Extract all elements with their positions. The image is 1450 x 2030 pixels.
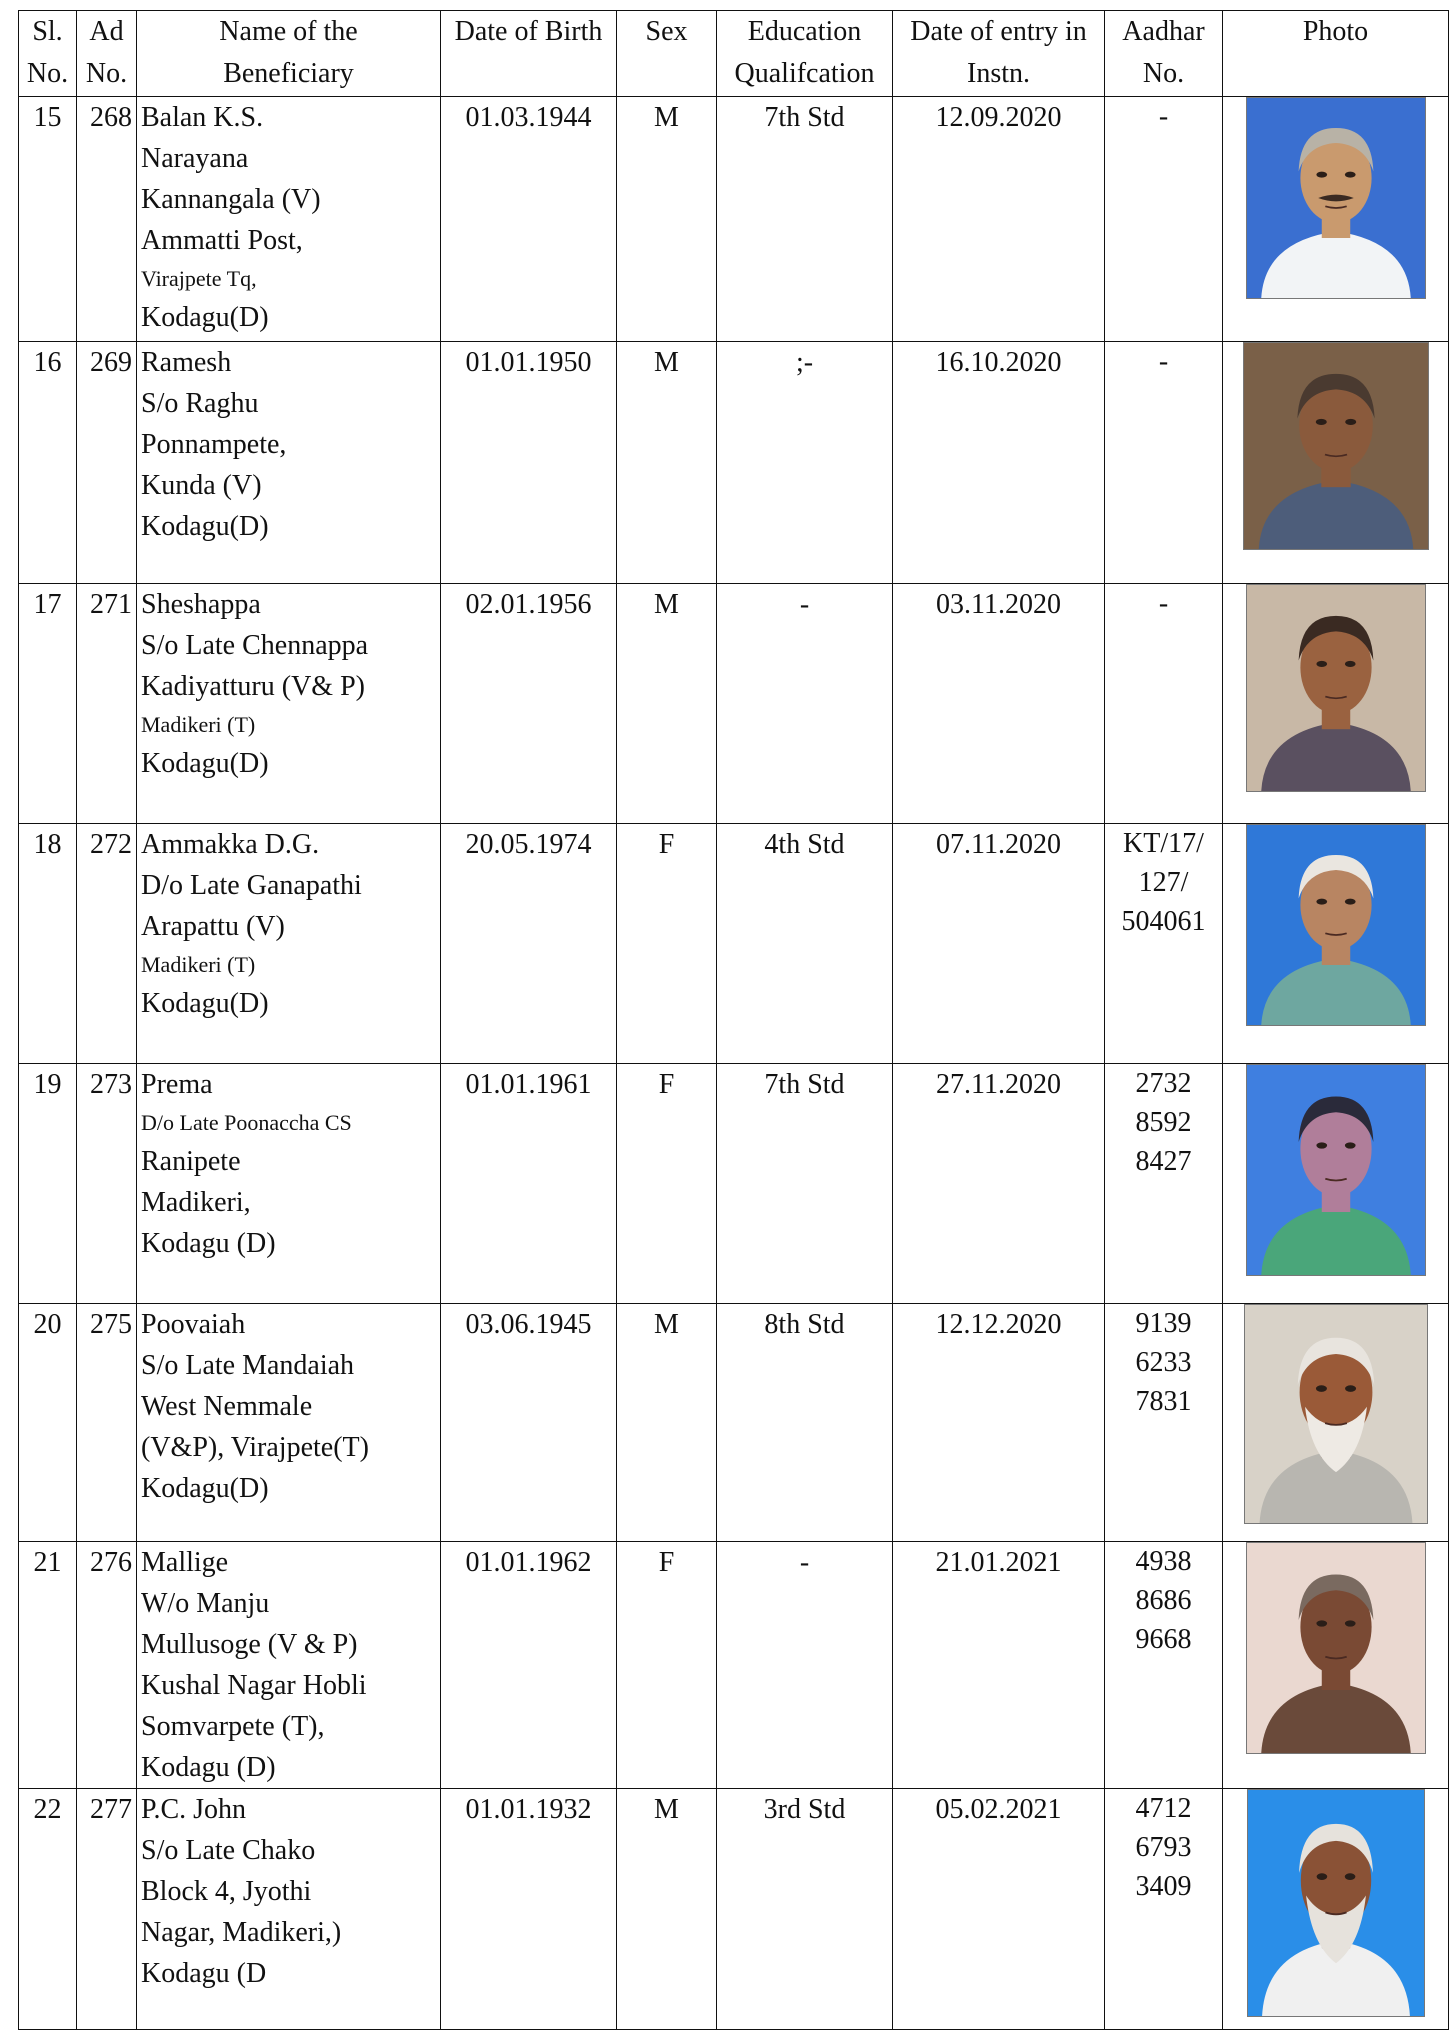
beneficiary-address-line: Kodagu(D) [141,748,269,779]
beneficiary-address-line: Kodagu(D) [141,302,269,333]
beneficiary-address-line: (V&P), Virajpete(T) [141,1432,369,1463]
beneficiary-name-cell [137,1542,441,1789]
date-of-birth-cell: 01.03.1944 [441,97,617,342]
beneficiary-address-line: S/o Raghu [141,388,259,419]
aadhar-number-part: 4712 [1135,1793,1192,1824]
beneficiary-address-line: Kodagu(D) [141,988,269,1019]
sex-cell: M [617,342,717,584]
beneficiary-address-line: Narayana [141,143,249,174]
beneficiary-name: Mallige [141,1547,229,1578]
beneficiary-name: Prema [141,1069,213,1100]
date-of-birth-cell: 01.01.1932 [441,1789,617,2030]
education-cell: 4th Std [717,824,893,1064]
beneficiary-address-line: Ranipete [141,1146,241,1177]
sex-cell: M [617,97,717,342]
aadhar-number-cell [1105,584,1223,824]
beneficiary-name-cell [137,584,441,824]
photo-cell [1223,824,1449,1064]
aadhar-number-part: 8592 [1135,1107,1192,1138]
sex-cell: F [617,1542,717,1789]
beneficiary-address-line: Kodagu(D) [141,511,269,542]
header-sl-no: Sl. No. [19,11,77,97]
beneficiary-name-cell [137,1789,441,2030]
header-row [19,11,1449,97]
beneficiary-address-line: S/o Late Chennappa [141,630,369,661]
photo-cell [1223,1789,1449,2030]
date-of-birth-cell: 01.01.1961 [441,1064,617,1304]
beneficiary-name-cell [137,1304,441,1542]
beneficiary-photo [1243,342,1429,550]
beneficiary-address-line: Somvarpete (T), [141,1711,325,1742]
table-row [19,342,1449,584]
beneficiary-address-line: Ponnampete, [141,429,287,460]
beneficiary-address-line: Kushal Nagar Hobli [141,1670,367,1701]
admission-number-cell: 276 [77,1542,137,1789]
beneficiary-address-line: West Nemmale [141,1391,313,1422]
beneficiary-address-line: Ammatti Post, [141,225,303,256]
education-cell: - [717,584,893,824]
admission-number-cell: 269 [77,342,137,584]
serial-number-cell: 16 [19,342,77,584]
serial-number-cell: 19 [19,1064,77,1304]
education-cell: - [717,1542,893,1789]
aadhar-number-cell [1105,1542,1223,1789]
beneficiary-name: Sheshappa [141,589,261,620]
beneficiary-name: P.C. John [141,1794,247,1825]
beneficiary-photo [1246,1542,1426,1754]
education-cell: 3rd Std [717,1789,893,2030]
photo-cell [1223,584,1449,824]
entry-date-cell: 03.11.2020 [893,584,1105,824]
table-row [19,584,1449,824]
beneficiary-name: Poovaiah [141,1309,246,1340]
serial-number-cell: 17 [19,584,77,824]
beneficiary-address-line: Kodagu (D [141,1958,267,1989]
education-cell: ;- [717,342,893,584]
aadhar-number-cell [1105,342,1223,584]
aadhar-number-part: 6233 [1135,1347,1192,1378]
aadhar-number-cell [1105,1789,1223,2030]
admission-number-cell: 268 [77,97,137,342]
beneficiary-photo [1247,1789,1425,2017]
admission-number-cell: 273 [77,1064,137,1304]
photo-cell [1223,1064,1449,1304]
beneficiary-photo [1244,1304,1428,1524]
beneficiary-address-line: S/o Late Chako [141,1835,316,1866]
aadhar-number-cell [1105,1304,1223,1542]
aadhar-number-part: KT/17/ [1123,828,1204,859]
table-row [19,1542,1449,1789]
entry-date-cell: 07.11.2020 [893,824,1105,1064]
date-of-birth-cell: 02.01.1956 [441,584,617,824]
aadhar-number-part: 4938 [1135,1546,1192,1577]
entry-date-cell: 21.01.2021 [893,1542,1105,1789]
beneficiary-address-line: Kadiyatturu (V& P) [141,671,365,702]
admission-number-cell: 271 [77,584,137,824]
aadhar-number-cell [1105,97,1223,342]
beneficiary-address-line: Arapattu (V) [141,911,285,942]
beneficiary-address-line: Kannangala (V) [141,184,321,215]
aadhar-number-part: 9668 [1135,1624,1192,1655]
beneficiary-address-line: Nagar, Madikeri,) [141,1917,342,1948]
table-row [19,1789,1449,2030]
beneficiary-address-line: Kodagu (D) [141,1228,276,1259]
beneficiary-name: Balan K.S. [141,102,264,133]
photo-cell [1223,1542,1449,1789]
aadhar-number-part: 504061 [1121,906,1206,937]
beneficiary-address-line: D/o Late Poonaccha CS [141,1110,352,1135]
beneficiary-address-line: Madikeri (T) [141,952,256,977]
entry-date-cell: 27.11.2020 [893,1064,1105,1304]
beneficiary-address-line: Kodagu(D) [141,1473,269,1504]
beneficiary-address-line: Mullusoge (V & P) [141,1629,358,1660]
aadhar-number-part: 6793 [1135,1832,1192,1863]
aadhar-number-part: - [1158,346,1169,377]
serial-number-cell: 22 [19,1789,77,2030]
header-aadhar: Aadhar No. [1105,11,1223,97]
aadhar-number-part: 3409 [1135,1871,1192,1902]
aadhar-number-part: - [1158,588,1169,619]
admission-number-cell: 277 [77,1789,137,2030]
header-entry-date: Date of entry in Instn. [893,11,1105,97]
serial-number-cell: 18 [19,824,77,1064]
beneficiary-address-line: Kunda (V) [141,470,262,501]
entry-date-cell: 05.02.2021 [893,1789,1105,2030]
beneficiary-address-line: Virajpete Tq, [141,266,257,291]
header-name: Name of the Beneficiary [137,11,441,97]
aadhar-number-cell [1105,1064,1223,1304]
header-photo: Photo [1223,11,1449,97]
beneficiary-name-cell [137,97,441,342]
sex-cell: F [617,1064,717,1304]
beneficiary-name-cell [137,824,441,1064]
table-row [19,824,1449,1064]
photo-cell [1223,1304,1449,1542]
date-of-birth-cell: 01.01.1962 [441,1542,617,1789]
aadhar-number-part: 8686 [1135,1585,1192,1616]
photo-cell [1223,342,1449,584]
date-of-birth-cell: 01.01.1950 [441,342,617,584]
aadhar-number-part: 9139 [1135,1308,1192,1339]
beneficiary-address-line: Block 4, Jyothi [141,1876,312,1907]
beneficiary-photo [1246,97,1426,299]
table-row [19,97,1449,342]
entry-date-cell: 12.12.2020 [893,1304,1105,1542]
header-education: Education Qualifcation [717,11,893,97]
aadhar-number-part: - [1158,101,1169,132]
date-of-birth-cell: 20.05.1974 [441,824,617,1064]
aadhar-number-part: 2732 [1135,1068,1192,1099]
aadhar-number-part: 127/ [1138,867,1189,898]
beneficiary-address-line: Madikeri (T) [141,712,256,737]
beneficiary-name-cell [137,1064,441,1304]
beneficiary-address-line: Kodagu (D) [141,1752,276,1783]
entry-date-cell: 16.10.2020 [893,342,1105,584]
sex-cell: M [617,1304,717,1542]
beneficiary-table [18,10,1449,2030]
serial-number-cell: 20 [19,1304,77,1542]
serial-number-cell: 15 [19,97,77,342]
photo-cell [1223,97,1449,342]
beneficiary-name: Ramesh [141,347,232,378]
sex-cell: F [617,824,717,1064]
education-cell: 7th Std [717,97,893,342]
aadhar-number-part: 8427 [1135,1146,1192,1177]
aadhar-number-part: 7831 [1135,1386,1192,1417]
sex-cell: M [617,584,717,824]
education-cell: 7th Std [717,1064,893,1304]
date-of-birth-cell: 03.06.1945 [441,1304,617,1542]
admission-number-cell: 272 [77,824,137,1064]
beneficiary-address-line: W/o Manju [141,1588,270,1619]
beneficiary-address-line: D/o Late Ganapathi [141,870,362,901]
education-cell: 8th Std [717,1304,893,1542]
aadhar-number-cell [1105,824,1223,1064]
beneficiary-address-line: Madikeri, [141,1187,251,1218]
beneficiary-name: Ammakka D.G. [141,829,320,860]
header-dob: Date of Birth [441,11,617,97]
entry-date-cell: 12.09.2020 [893,97,1105,342]
beneficiary-photo [1246,1064,1426,1276]
table-row [19,1304,1449,1542]
admission-number-cell: 275 [77,1304,137,1542]
table-row [19,1064,1449,1304]
beneficiary-photo [1246,824,1426,1026]
header-ad-no: Ad No. [77,11,137,97]
beneficiary-address-line: S/o Late Mandaiah [141,1350,355,1381]
sex-cell: M [617,1789,717,2030]
beneficiary-photo [1246,584,1426,792]
beneficiary-name-cell [137,342,441,584]
header-sex: Sex [617,11,717,97]
serial-number-cell: 21 [19,1542,77,1789]
